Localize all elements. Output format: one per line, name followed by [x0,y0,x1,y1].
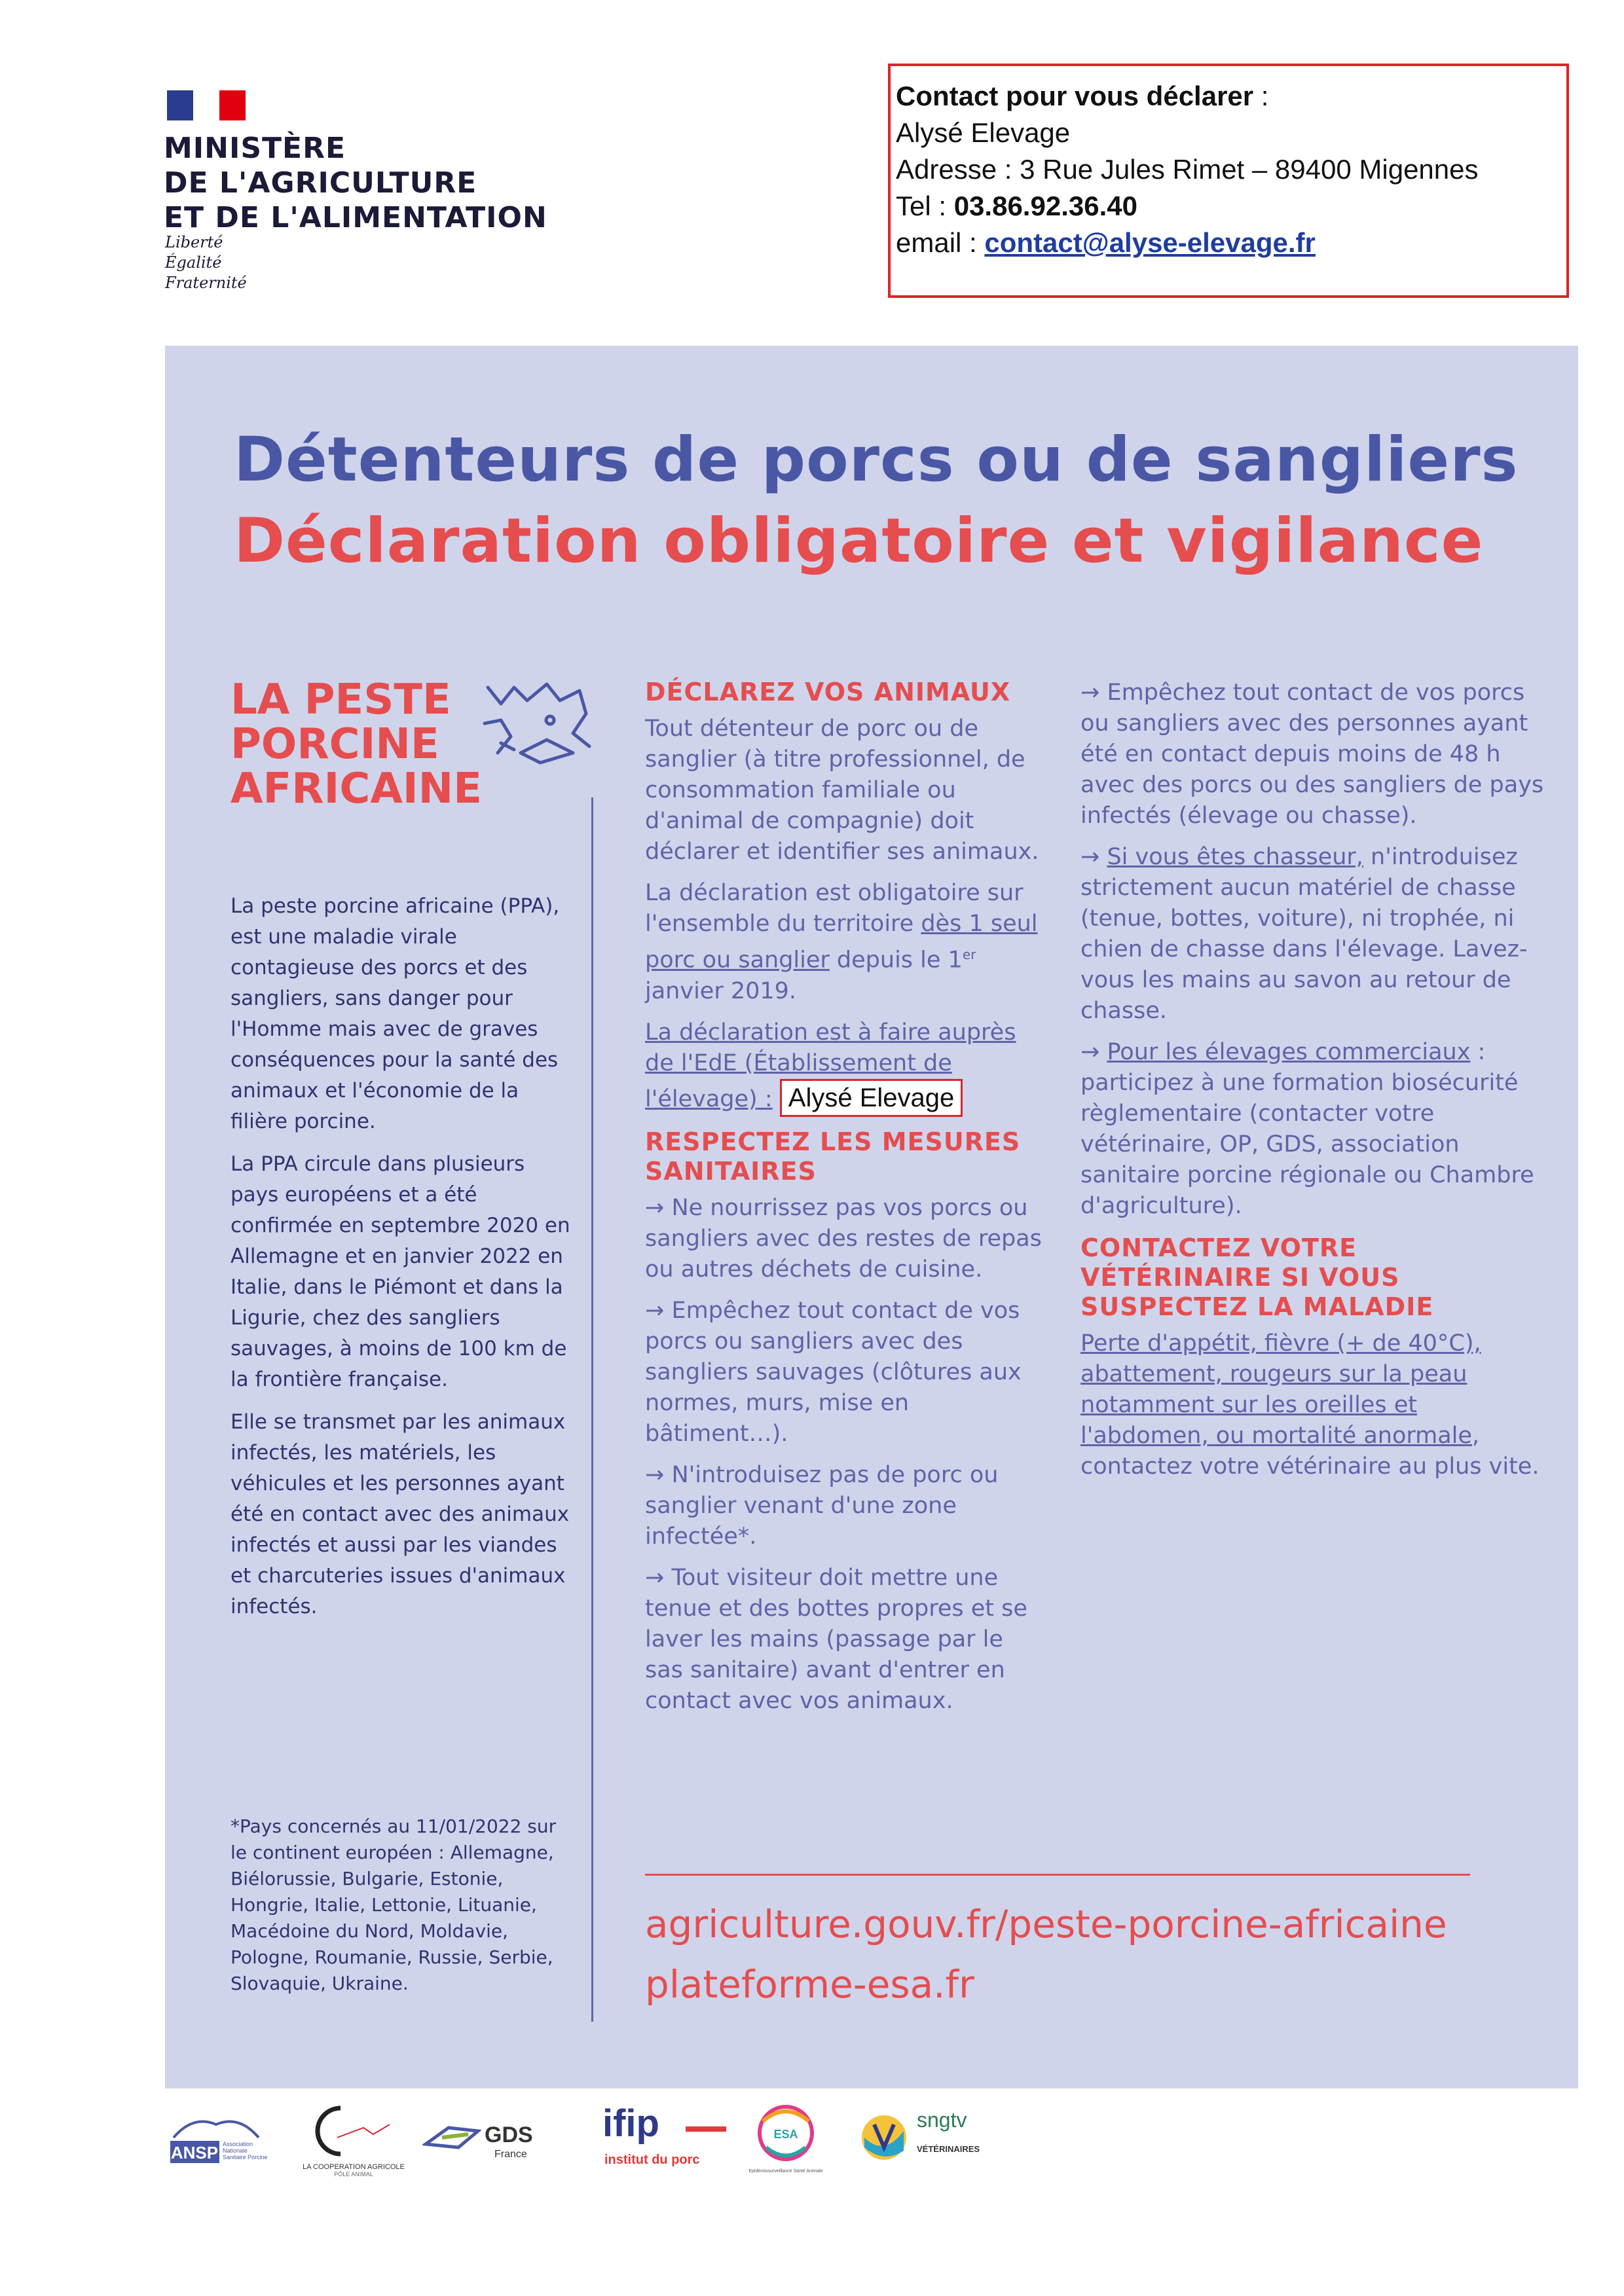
contact-name: Alysé Elevage [896,117,1071,148]
ministry-line-3: ET DE L'ALIMENTATION [164,201,547,234]
measure-item-4: → Tout visiteur doit mettre une tenue et des bottes propres et se laver les mains (passage par le sas sanitaire) avant d'entrer en contact avec vos animaux. [645,1564,1027,1714]
arrow-2: → [1080,844,1107,870]
contact-box [888,64,1569,298]
symptoms-underline: Perte d'appétit, fièvre (+ de 40°C), abattement, rougeurs sur la peau notamment sur les oreilles et l'abdomen, ou mortalité anormale [1080,1330,1481,1449]
sngtv-logo [858,2111,910,2166]
contact-address: 3 Rue Jules Rimet – 89400 Migennes [1020,154,1479,185]
declare-p2-part-c: janvier 2019. [645,977,797,1004]
declare-p2-part-a: La déclaration est obligatoire sur l'ensemble du territoire [645,880,1024,937]
right-paragraph-1: → Empêchez tout contact de vos porcs ou sangliers avec des personnes ayant été en contact depuis moins de 48 h avec des porcs ou des sangliers de pays infectés (élevage ou chasse). [1080,680,1544,829]
sngtv-subtitle: VÉTÉRINAIRES [917,2144,980,2154]
footnote-countries: *Pays concernés au 11/01/2022 sur le continent européen : Allemagne, Biélorussie, Bulgarie, Estonie, Hongrie, Italie, Lettonie, Lituanie, Macédoine du Nord, Moldavie, Pologne, Roumanie, Russie, Serbie, Slovaquie, Ukraine. [231,1815,557,1994]
ifip-subtitle: institut du porc [604,2153,700,2167]
hunter-underline: Si vous êtes chasseur, [1107,844,1363,870]
declare-paragraph-2 [645,878,1044,1007]
republic-motto [165,232,247,293]
esa-icon [753,2102,819,2167]
middle-column [645,678,1044,1727]
sngtv-icon [858,2111,910,2164]
ministry-line-2: DE L'AGRICULTURE [164,166,477,200]
ifip-text: ifip [602,2102,659,2145]
email-label: email : [896,227,985,258]
ppa-paragraph-2: La PPA circule dans plusieurs pays européens et a été confirmée en septembre 2020 en Allemagne et en janvier 2022 en Italie, dans le Piémont et dans la Ligurie, chez des sangliers sauvages, à moins de 100 km de la frontière française. [231,1152,570,1391]
ppa-title-line-3: AFRICAINE [231,765,482,813]
ppa-paragraph-1: La peste porcine africaine (PPA), est une maladie virale contagieuse des porcs et des sangliers, sans danger pour l'Homme mais avec de graves conséquences pour la santé des animaux et l'économie de la filière porcine. [231,894,560,1133]
vet-paragraph [1080,1328,1552,1482]
measure-item-3: → N'introduisez pas de porc ou sanglier venant d'une zone infectée*. [645,1461,999,1550]
ansp-text: ANSP [170,2143,219,2162]
esa-subtitle: Epidémiosurveillance Santé Animale [748,2169,823,2174]
right-paragraph-2 [1080,842,1552,1027]
commercial-underline: Pour les élevages commerciaux [1107,1039,1471,1065]
agriculture-url-link[interactable]: agriculture.gouv.fr/peste-porcine-africaine [645,1902,1447,1946]
ppa-description [231,891,571,1622]
cooperation-subtitle: LA COOPERATION AGRICOLE [303,2163,405,2171]
ministry-line-1: MINISTÈRE [164,132,346,165]
measures-heading: RESPECTEZ LES MESURES SANITAIRES [645,1127,1021,1186]
esa-logo [753,2102,819,2170]
measure-item-2: → Empêchez tout contact de vos porcs ou sangliers avec des sangliers sauvages (clôtures aux normes, murs, mise en bâtiment…). [645,1297,1022,1447]
gds-subtitle: France [494,2149,527,2160]
contact-heading: Contact pour vous déclarer [896,81,1254,111]
contact-email-link[interactable]: contact@alyse-elevage.fr [984,227,1316,258]
contact-tel: 03.86.92.36.40 [953,191,1137,221]
ede-name-box: Alysé Elevage [780,1079,963,1117]
esa-url-link[interactable]: plateforme-esa.fr [645,1962,974,2007]
declare-p2-underline: dès 1 seul porc ou sanglier [645,911,1038,974]
cooperation-icon [291,2102,416,2160]
arrow-3: → [1080,1039,1107,1065]
sngtv-text: sngtv [917,2108,967,2132]
motto-egalite: Égalité [165,253,222,272]
declare-heading: DÉCLAREZ VOS ANIMAUX [645,678,1011,706]
measure-item-1: → Ne nourrissez pas vos porcs ou sangliers avec des restes de repas ou autres déchets de cuisine. [645,1194,1042,1283]
commercial-text: : participez à une formation biosécurité règlementaire (contacter votre vétérinaire, OP, GDS, association sanitaire porcine régionale ou Chambre d'agriculture). [1080,1039,1534,1219]
marianne-logo [167,90,246,120]
cooperation-logo [291,2102,416,2178]
column-divider [591,797,593,2022]
right-column [1080,678,1552,1493]
motto-fraternite: Fraternité [165,274,247,292]
ppa-title-line-2: PORCINE [231,720,439,769]
contact-heading-colon: : [1253,81,1269,111]
declare-paragraph-1: Tout détenteur de porc ou de sanglier (à titre professionnel, de consommation familiale ou d'animal de compagnie) doit déclarer et identifier ses animaux. [645,716,1039,865]
poster-title: Détenteurs de porcs ou de sangliers [234,424,1519,496]
declare-p2-sup: er [962,947,976,962]
ppa-title-line-1: LA PESTE [231,676,451,724]
gds-text: GDS [485,2123,533,2147]
ansp-subtitle: Association Nationale Sanitaire Porcine [223,2141,268,2160]
right-paragraph-3 [1080,1037,1552,1222]
partner-logos [167,2095,1018,2187]
declare-p3-underline: La déclaration est à faire auprès de l'EdE (Établissement de l'élevage) : [645,1019,1016,1112]
gds-logo [422,2118,481,2160]
ifip-dash [686,2126,726,2132]
poster-subtitle: Déclaration obligatoire et vigilance [234,505,1484,577]
motto-liberte: Liberté [165,233,223,251]
declare-paragraph-3 [645,1017,1044,1117]
left-column [231,678,571,1634]
vet-heading: CONTACTEZ VOTRE VÉTÉRINAIRE SI VOUS SUSPECTEZ LA MALADIE [1080,1233,1434,1321]
vet-text: , contactez votre vétérinaire au plus vite. [1080,1423,1540,1480]
ministry-name [164,131,547,235]
esa-text: ESA [773,2128,798,2141]
cooperation-subtitle-2: PÔLE ANIMAL [334,2171,373,2178]
ppa-paragraph-3: Elle se transmet par les animaux infectés, les matériels, les véhicules et les personnes ayant été en contact avec des animaux infectés et aussi par les viandes et charcuteries issues d'animaux infectés. [231,1410,570,1618]
url-divider [645,1874,1470,1876]
hunter-text: n'introduisez strictement aucun matériel de chasse (tenue, bottes, voiture), ni trophée, ni chien de chasse dans l'élevage. Lavez-vous les mains au savon au retour de chasse. [1080,844,1528,1024]
declare-p2-part-b: depuis le 1 [829,947,963,974]
tel-label: Tel : [896,191,954,221]
boar-icon [475,674,599,773]
gds-icon [422,2118,481,2157]
address-label: Adresse : [896,154,1020,185]
